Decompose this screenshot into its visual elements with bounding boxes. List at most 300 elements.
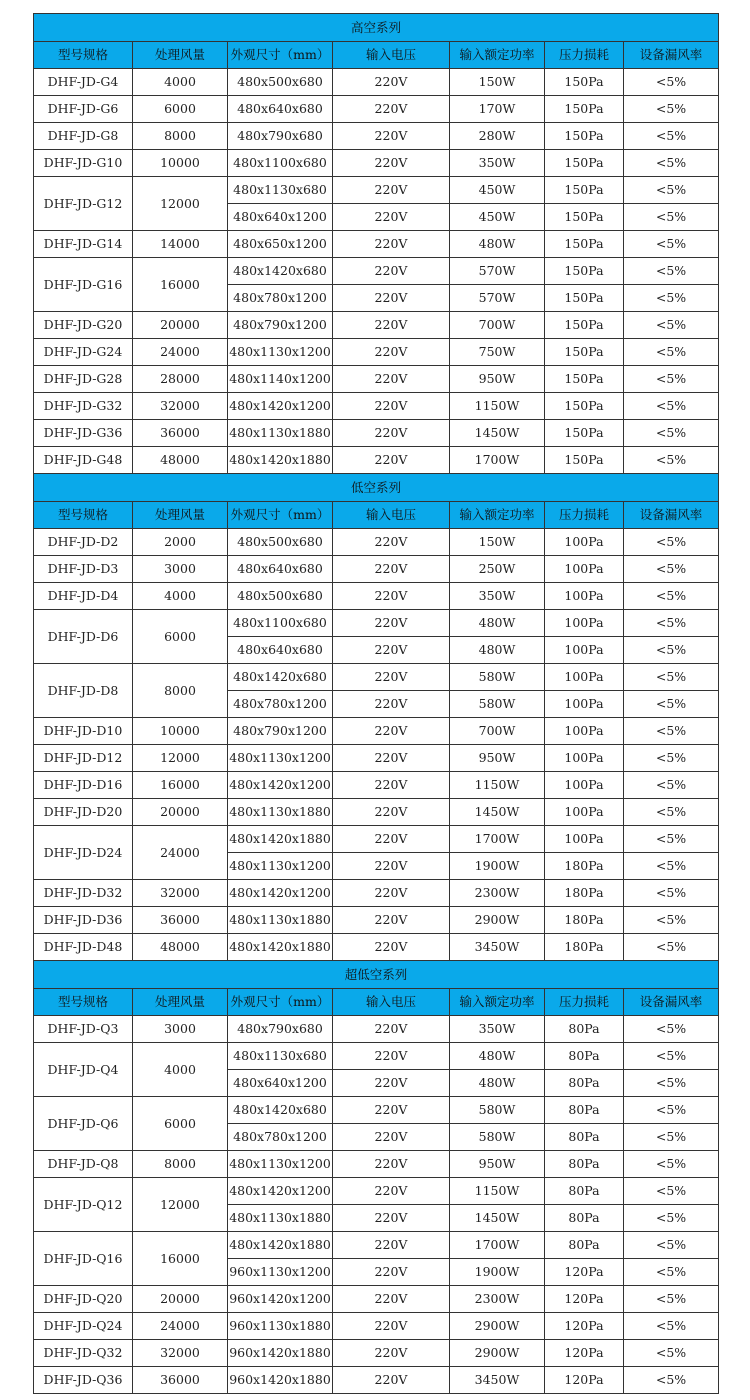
size-header: 外观尺寸（mm） xyxy=(228,989,333,1016)
voltage-cell: 220V xyxy=(333,1367,450,1394)
pressure-loss-cell: 100Pa xyxy=(545,637,624,664)
leak-rate-cell: <5% xyxy=(624,718,719,745)
size-cell: 480x1420x680 xyxy=(228,258,333,285)
power-cell: 1900W xyxy=(450,853,545,880)
flow-cell: 24000 xyxy=(133,339,228,366)
voltage-cell: 220V xyxy=(333,637,450,664)
table-row xyxy=(34,1286,719,1313)
leak-rate-cell: <5% xyxy=(624,664,719,691)
voltage-cell: 220V xyxy=(333,150,450,177)
size-cell: 480x640x680 xyxy=(228,556,333,583)
table-row xyxy=(34,339,719,366)
pressure-loss-cell: 150Pa xyxy=(545,231,624,258)
power-cell: 1150W xyxy=(450,393,545,420)
power-cell: 1150W xyxy=(450,772,545,799)
size-cell: 480x1420x1200 xyxy=(228,393,333,420)
voltage-cell: 220V xyxy=(333,366,450,393)
voltage-cell: 220V xyxy=(333,880,450,907)
leak-rate-cell: <5% xyxy=(624,177,719,204)
power-cell: 2900W xyxy=(450,1313,545,1340)
model-header: 型号规格 xyxy=(34,502,133,529)
leak-rate-cell: <5% xyxy=(624,799,719,826)
column-header-row xyxy=(34,989,719,1016)
size-cell: 480x780x1200 xyxy=(228,1124,333,1151)
voltage-cell: 220V xyxy=(333,1205,450,1232)
model-cell: DHF-JD-G20 xyxy=(34,312,133,339)
table-row xyxy=(34,1232,719,1259)
flow-cell: 2000 xyxy=(133,529,228,556)
flow-cell: 8000 xyxy=(133,123,228,150)
size-cell: 480x1420x1200 xyxy=(228,772,333,799)
size-cell: 480x1420x1880 xyxy=(228,1232,333,1259)
size-cell: 960x1420x1880 xyxy=(228,1367,333,1394)
leak-rate-cell: <5% xyxy=(624,907,719,934)
model-cell: DHF-JD-Q32 xyxy=(34,1340,133,1367)
voltage-cell: 220V xyxy=(333,177,450,204)
power-cell: 450W xyxy=(450,204,545,231)
pressure-loss-cell: 120Pa xyxy=(545,1259,624,1286)
leak-rate-cell: <5% xyxy=(624,1016,719,1043)
model-cell: DHF-JD-Q20 xyxy=(34,1286,133,1313)
pressure-loss-cell: 100Pa xyxy=(545,718,624,745)
model-cell: DHF-JD-D8 xyxy=(34,664,133,718)
table-row xyxy=(34,123,719,150)
table-row xyxy=(34,718,719,745)
leak-rate-cell: <5% xyxy=(624,204,719,231)
voltage-cell: 220V xyxy=(333,393,450,420)
table-row xyxy=(34,96,719,123)
pressure-loss-cell: 120Pa xyxy=(545,1286,624,1313)
voltage-cell: 220V xyxy=(333,1124,450,1151)
table-row xyxy=(34,69,719,96)
table-row xyxy=(34,1043,719,1070)
leak-rate-cell: <5% xyxy=(624,1340,719,1367)
flow-header: 处理风量 xyxy=(133,502,228,529)
voltage-cell: 220V xyxy=(333,1232,450,1259)
table-row xyxy=(34,934,719,961)
spec-table-body xyxy=(34,14,719,1394)
power-cell: 580W xyxy=(450,1097,545,1124)
leak-rate-cell: <5% xyxy=(624,123,719,150)
voltage-header: 输入电压 xyxy=(333,989,450,1016)
voltage-cell: 220V xyxy=(333,231,450,258)
pressure-loss-cell: 100Pa xyxy=(545,745,624,772)
model-cell: DHF-JD-G24 xyxy=(34,339,133,366)
flow-cell: 16000 xyxy=(133,1232,228,1286)
pressure-loss-cell: 150Pa xyxy=(545,420,624,447)
power-cell: 1450W xyxy=(450,799,545,826)
flow-cell: 32000 xyxy=(133,393,228,420)
power-cell: 480W xyxy=(450,637,545,664)
pressure-loss-cell: 80Pa xyxy=(545,1070,624,1097)
power-cell: 280W xyxy=(450,123,545,150)
flow-cell: 10000 xyxy=(133,150,228,177)
voltage-header: 输入电压 xyxy=(333,42,450,69)
size-header: 外观尺寸（mm） xyxy=(228,502,333,529)
size-cell: 480x500x680 xyxy=(228,583,333,610)
pressure-loss-cell: 100Pa xyxy=(545,556,624,583)
model-cell: DHF-JD-G4 xyxy=(34,69,133,96)
leak-rate-cell: <5% xyxy=(624,1286,719,1313)
leak-rate-cell: <5% xyxy=(624,1097,719,1124)
model-cell: DHF-JD-G14 xyxy=(34,231,133,258)
pressure-loss-cell: 150Pa xyxy=(545,339,624,366)
size-cell: 480x1140x1200 xyxy=(228,366,333,393)
leak-rate-cell: <5% xyxy=(624,826,719,853)
voltage-cell: 220V xyxy=(333,1178,450,1205)
flow-cell: 10000 xyxy=(133,718,228,745)
flow-cell: 4000 xyxy=(133,69,228,96)
power-cell: 2300W xyxy=(450,880,545,907)
power-cell: 350W xyxy=(450,150,545,177)
pressure-loss-cell: 150Pa xyxy=(545,123,624,150)
power-cell: 1700W xyxy=(450,826,545,853)
flow-cell: 6000 xyxy=(133,1097,228,1151)
table-row xyxy=(34,1016,719,1043)
leak-rate-cell: <5% xyxy=(624,393,719,420)
model-cell: DHF-JD-Q12 xyxy=(34,1178,133,1232)
flow-cell: 36000 xyxy=(133,1367,228,1394)
power-cell: 2900W xyxy=(450,1340,545,1367)
voltage-cell: 220V xyxy=(333,718,450,745)
leak-rate-cell: <5% xyxy=(624,853,719,880)
voltage-cell: 220V xyxy=(333,420,450,447)
model-cell: DHF-JD-G36 xyxy=(34,420,133,447)
table-row xyxy=(34,907,719,934)
size-cell: 480x1420x680 xyxy=(228,664,333,691)
size-cell: 960x1130x1880 xyxy=(228,1313,333,1340)
leak-rate-cell: <5% xyxy=(624,1205,719,1232)
flow-cell: 12000 xyxy=(133,1178,228,1232)
pressure-loss-cell: 80Pa xyxy=(545,1016,624,1043)
flow-cell: 16000 xyxy=(133,258,228,312)
flow-header: 处理风量 xyxy=(133,989,228,1016)
size-cell: 480x1130x1880 xyxy=(228,799,333,826)
flow-cell: 48000 xyxy=(133,934,228,961)
pressure-loss-header: 压力损耗 xyxy=(545,502,624,529)
voltage-header: 输入电压 xyxy=(333,502,450,529)
pressure-loss-cell: 150Pa xyxy=(545,96,624,123)
pressure-loss-cell: 150Pa xyxy=(545,393,624,420)
table-row xyxy=(34,664,719,691)
table-row xyxy=(34,1178,719,1205)
section-title-row xyxy=(34,474,719,502)
pressure-loss-cell: 100Pa xyxy=(545,664,624,691)
leak-rate-cell: <5% xyxy=(624,610,719,637)
flow-cell: 6000 xyxy=(133,96,228,123)
leak-rate-cell: <5% xyxy=(624,96,719,123)
table-row xyxy=(34,420,719,447)
size-cell: 480x1420x1880 xyxy=(228,447,333,474)
size-cell: 480x1420x1880 xyxy=(228,826,333,853)
leak-rate-cell: <5% xyxy=(624,745,719,772)
model-cell: DHF-JD-Q4 xyxy=(34,1043,133,1097)
pressure-loss-cell: 100Pa xyxy=(545,826,624,853)
power-cell: 2900W xyxy=(450,907,545,934)
pressure-loss-header: 压力损耗 xyxy=(545,42,624,69)
table-row xyxy=(34,1097,719,1124)
table-row xyxy=(34,610,719,637)
leak-rate-cell: <5% xyxy=(624,420,719,447)
power-cell: 480W xyxy=(450,1070,545,1097)
table-row xyxy=(34,312,719,339)
table-row xyxy=(34,1340,719,1367)
voltage-cell: 220V xyxy=(333,799,450,826)
power-cell: 450W xyxy=(450,177,545,204)
leak-rate-cell: <5% xyxy=(624,583,719,610)
size-cell: 480x650x1200 xyxy=(228,231,333,258)
section-title: 低空系列 xyxy=(34,474,719,502)
size-cell: 960x1130x1200 xyxy=(228,1259,333,1286)
leak-rate-cell: <5% xyxy=(624,231,719,258)
flow-cell: 20000 xyxy=(133,799,228,826)
flow-cell: 3000 xyxy=(133,1016,228,1043)
pressure-loss-cell: 150Pa xyxy=(545,258,624,285)
power-header: 输入额定功率 xyxy=(450,989,545,1016)
voltage-cell: 220V xyxy=(333,204,450,231)
power-cell: 350W xyxy=(450,1016,545,1043)
table-row xyxy=(34,366,719,393)
leak-rate-cell: <5% xyxy=(624,366,719,393)
model-cell: DHF-JD-Q8 xyxy=(34,1151,133,1178)
table-row xyxy=(34,150,719,177)
leak-rate-cell: <5% xyxy=(624,1313,719,1340)
voltage-cell: 220V xyxy=(333,1016,450,1043)
pressure-loss-cell: 80Pa xyxy=(545,1178,624,1205)
leak-rate-cell: <5% xyxy=(624,772,719,799)
leak-rate-cell: <5% xyxy=(624,637,719,664)
size-cell: 960x1420x1200 xyxy=(228,1286,333,1313)
power-cell: 1150W xyxy=(450,1178,545,1205)
voltage-cell: 220V xyxy=(333,285,450,312)
table-row xyxy=(34,231,719,258)
size-cell: 480x1420x1880 xyxy=(228,934,333,961)
voltage-cell: 220V xyxy=(333,529,450,556)
leak-rate-cell: <5% xyxy=(624,1367,719,1394)
power-cell: 250W xyxy=(450,556,545,583)
table-row xyxy=(34,1313,719,1340)
power-cell: 480W xyxy=(450,610,545,637)
flow-cell: 36000 xyxy=(133,420,228,447)
spec-table xyxy=(33,13,719,1394)
size-cell: 480x790x680 xyxy=(228,123,333,150)
flow-cell: 24000 xyxy=(133,826,228,880)
pressure-loss-cell: 150Pa xyxy=(545,285,624,312)
size-cell: 480x1130x1880 xyxy=(228,907,333,934)
table-row xyxy=(34,583,719,610)
flow-cell: 20000 xyxy=(133,312,228,339)
model-cell: DHF-JD-D48 xyxy=(34,934,133,961)
leak-rate-cell: <5% xyxy=(624,339,719,366)
pressure-loss-cell: 80Pa xyxy=(545,1043,624,1070)
pressure-loss-cell: 80Pa xyxy=(545,1205,624,1232)
power-cell: 950W xyxy=(450,366,545,393)
flow-cell: 24000 xyxy=(133,1313,228,1340)
model-cell: DHF-JD-Q16 xyxy=(34,1232,133,1286)
voltage-cell: 220V xyxy=(333,1043,450,1070)
voltage-cell: 220V xyxy=(333,1286,450,1313)
voltage-cell: 220V xyxy=(333,772,450,799)
size-cell: 480x1130x1200 xyxy=(228,339,333,366)
pressure-loss-cell: 150Pa xyxy=(545,312,624,339)
leak-rate-cell: <5% xyxy=(624,529,719,556)
voltage-cell: 220V xyxy=(333,691,450,718)
pressure-loss-cell: 100Pa xyxy=(545,691,624,718)
section-title-row xyxy=(34,961,719,989)
leak-rate-header: 设备漏风率 xyxy=(624,989,719,1016)
power-cell: 3450W xyxy=(450,1367,545,1394)
leak-rate-cell: <5% xyxy=(624,1043,719,1070)
size-cell: 480x500x680 xyxy=(228,529,333,556)
flow-cell: 16000 xyxy=(133,772,228,799)
model-cell: DHF-JD-Q3 xyxy=(34,1016,133,1043)
size-cell: 960x1420x1880 xyxy=(228,1340,333,1367)
size-cell: 480x1130x1200 xyxy=(228,745,333,772)
pressure-loss-cell: 150Pa xyxy=(545,447,624,474)
model-cell: DHF-JD-D4 xyxy=(34,583,133,610)
flow-cell: 36000 xyxy=(133,907,228,934)
pressure-loss-cell: 100Pa xyxy=(545,772,624,799)
table-row xyxy=(34,745,719,772)
pressure-loss-cell: 180Pa xyxy=(545,907,624,934)
power-cell: 1450W xyxy=(450,420,545,447)
size-cell: 480x640x680 xyxy=(228,96,333,123)
table-row xyxy=(34,258,719,285)
pressure-loss-cell: 180Pa xyxy=(545,934,624,961)
power-cell: 950W xyxy=(450,1151,545,1178)
table-row xyxy=(34,826,719,853)
flow-cell: 4000 xyxy=(133,583,228,610)
leak-rate-cell: <5% xyxy=(624,556,719,583)
voltage-cell: 220V xyxy=(333,123,450,150)
model-header: 型号规格 xyxy=(34,42,133,69)
flow-cell: 12000 xyxy=(133,177,228,231)
model-cell: DHF-JD-Q36 xyxy=(34,1367,133,1394)
pressure-loss-cell: 120Pa xyxy=(545,1340,624,1367)
column-header-row xyxy=(34,502,719,529)
size-cell: 480x1130x1200 xyxy=(228,853,333,880)
leak-rate-cell: <5% xyxy=(624,934,719,961)
voltage-cell: 220V xyxy=(333,96,450,123)
size-cell: 480x640x1200 xyxy=(228,204,333,231)
pressure-loss-cell: 180Pa xyxy=(545,853,624,880)
table-row xyxy=(34,177,719,204)
size-header: 外观尺寸（mm） xyxy=(228,42,333,69)
voltage-cell: 220V xyxy=(333,312,450,339)
pressure-loss-cell: 150Pa xyxy=(545,150,624,177)
model-cell: DHF-JD-G16 xyxy=(34,258,133,312)
flow-cell: 32000 xyxy=(133,1340,228,1367)
pressure-loss-cell: 100Pa xyxy=(545,610,624,637)
column-header-row xyxy=(34,42,719,69)
model-cell: DHF-JD-D3 xyxy=(34,556,133,583)
voltage-cell: 220V xyxy=(333,258,450,285)
pressure-loss-cell: 100Pa xyxy=(545,583,624,610)
leak-rate-header: 设备漏风率 xyxy=(624,42,719,69)
size-cell: 480x1420x1200 xyxy=(228,880,333,907)
leak-rate-cell: <5% xyxy=(624,1151,719,1178)
leak-rate-cell: <5% xyxy=(624,285,719,312)
size-cell: 480x1130x1200 xyxy=(228,1151,333,1178)
size-cell: 480x1100x680 xyxy=(228,610,333,637)
size-cell: 480x790x1200 xyxy=(228,718,333,745)
pressure-loss-cell: 80Pa xyxy=(545,1232,624,1259)
voltage-cell: 220V xyxy=(333,1259,450,1286)
leak-rate-cell: <5% xyxy=(624,447,719,474)
voltage-cell: 220V xyxy=(333,745,450,772)
leak-rate-header: 设备漏风率 xyxy=(624,502,719,529)
power-cell: 750W xyxy=(450,339,545,366)
leak-rate-cell: <5% xyxy=(624,1259,719,1286)
voltage-cell: 220V xyxy=(333,1097,450,1124)
power-cell: 570W xyxy=(450,258,545,285)
power-cell: 350W xyxy=(450,583,545,610)
flow-cell: 48000 xyxy=(133,447,228,474)
size-cell: 480x1130x1880 xyxy=(228,1205,333,1232)
table-row xyxy=(34,556,719,583)
size-cell: 480x1130x1880 xyxy=(228,420,333,447)
power-cell: 150W xyxy=(450,69,545,96)
power-cell: 700W xyxy=(450,312,545,339)
voltage-cell: 220V xyxy=(333,1340,450,1367)
flow-cell: 12000 xyxy=(133,745,228,772)
section-title-row xyxy=(34,14,719,42)
power-cell: 580W xyxy=(450,1124,545,1151)
leak-rate-cell: <5% xyxy=(624,258,719,285)
power-cell: 580W xyxy=(450,664,545,691)
power-header: 输入额定功率 xyxy=(450,502,545,529)
model-cell: DHF-JD-D2 xyxy=(34,529,133,556)
leak-rate-cell: <5% xyxy=(624,150,719,177)
size-cell: 480x780x1200 xyxy=(228,285,333,312)
pressure-loss-cell: 150Pa xyxy=(545,69,624,96)
leak-rate-cell: <5% xyxy=(624,1070,719,1097)
power-cell: 570W xyxy=(450,285,545,312)
model-cell: DHF-JD-G12 xyxy=(34,177,133,231)
pressure-loss-cell: 150Pa xyxy=(545,177,624,204)
model-cell: DHF-JD-G8 xyxy=(34,123,133,150)
voltage-cell: 220V xyxy=(333,1151,450,1178)
flow-cell: 28000 xyxy=(133,366,228,393)
flow-header: 处理风量 xyxy=(133,42,228,69)
model-cell: DHF-JD-G10 xyxy=(34,150,133,177)
model-cell: DHF-JD-G6 xyxy=(34,96,133,123)
voltage-cell: 220V xyxy=(333,1070,450,1097)
leak-rate-cell: <5% xyxy=(624,312,719,339)
power-cell: 1900W xyxy=(450,1259,545,1286)
voltage-cell: 220V xyxy=(333,934,450,961)
model-cell: DHF-JD-D24 xyxy=(34,826,133,880)
table-row xyxy=(34,772,719,799)
size-cell: 480x1420x1200 xyxy=(228,1178,333,1205)
leak-rate-cell: <5% xyxy=(624,691,719,718)
pressure-loss-cell: 150Pa xyxy=(545,366,624,393)
size-cell: 480x640x1200 xyxy=(228,1070,333,1097)
table-row xyxy=(34,880,719,907)
size-cell: 480x790x1200 xyxy=(228,312,333,339)
power-cell: 950W xyxy=(450,745,545,772)
section-title: 高空系列 xyxy=(34,14,719,42)
pressure-loss-cell: 100Pa xyxy=(545,529,624,556)
flow-cell: 20000 xyxy=(133,1286,228,1313)
power-cell: 1700W xyxy=(450,1232,545,1259)
table-row xyxy=(34,529,719,556)
table-row xyxy=(34,1151,719,1178)
model-cell: DHF-JD-D36 xyxy=(34,907,133,934)
voltage-cell: 220V xyxy=(333,826,450,853)
model-cell: DHF-JD-D20 xyxy=(34,799,133,826)
pressure-loss-cell: 120Pa xyxy=(545,1367,624,1394)
